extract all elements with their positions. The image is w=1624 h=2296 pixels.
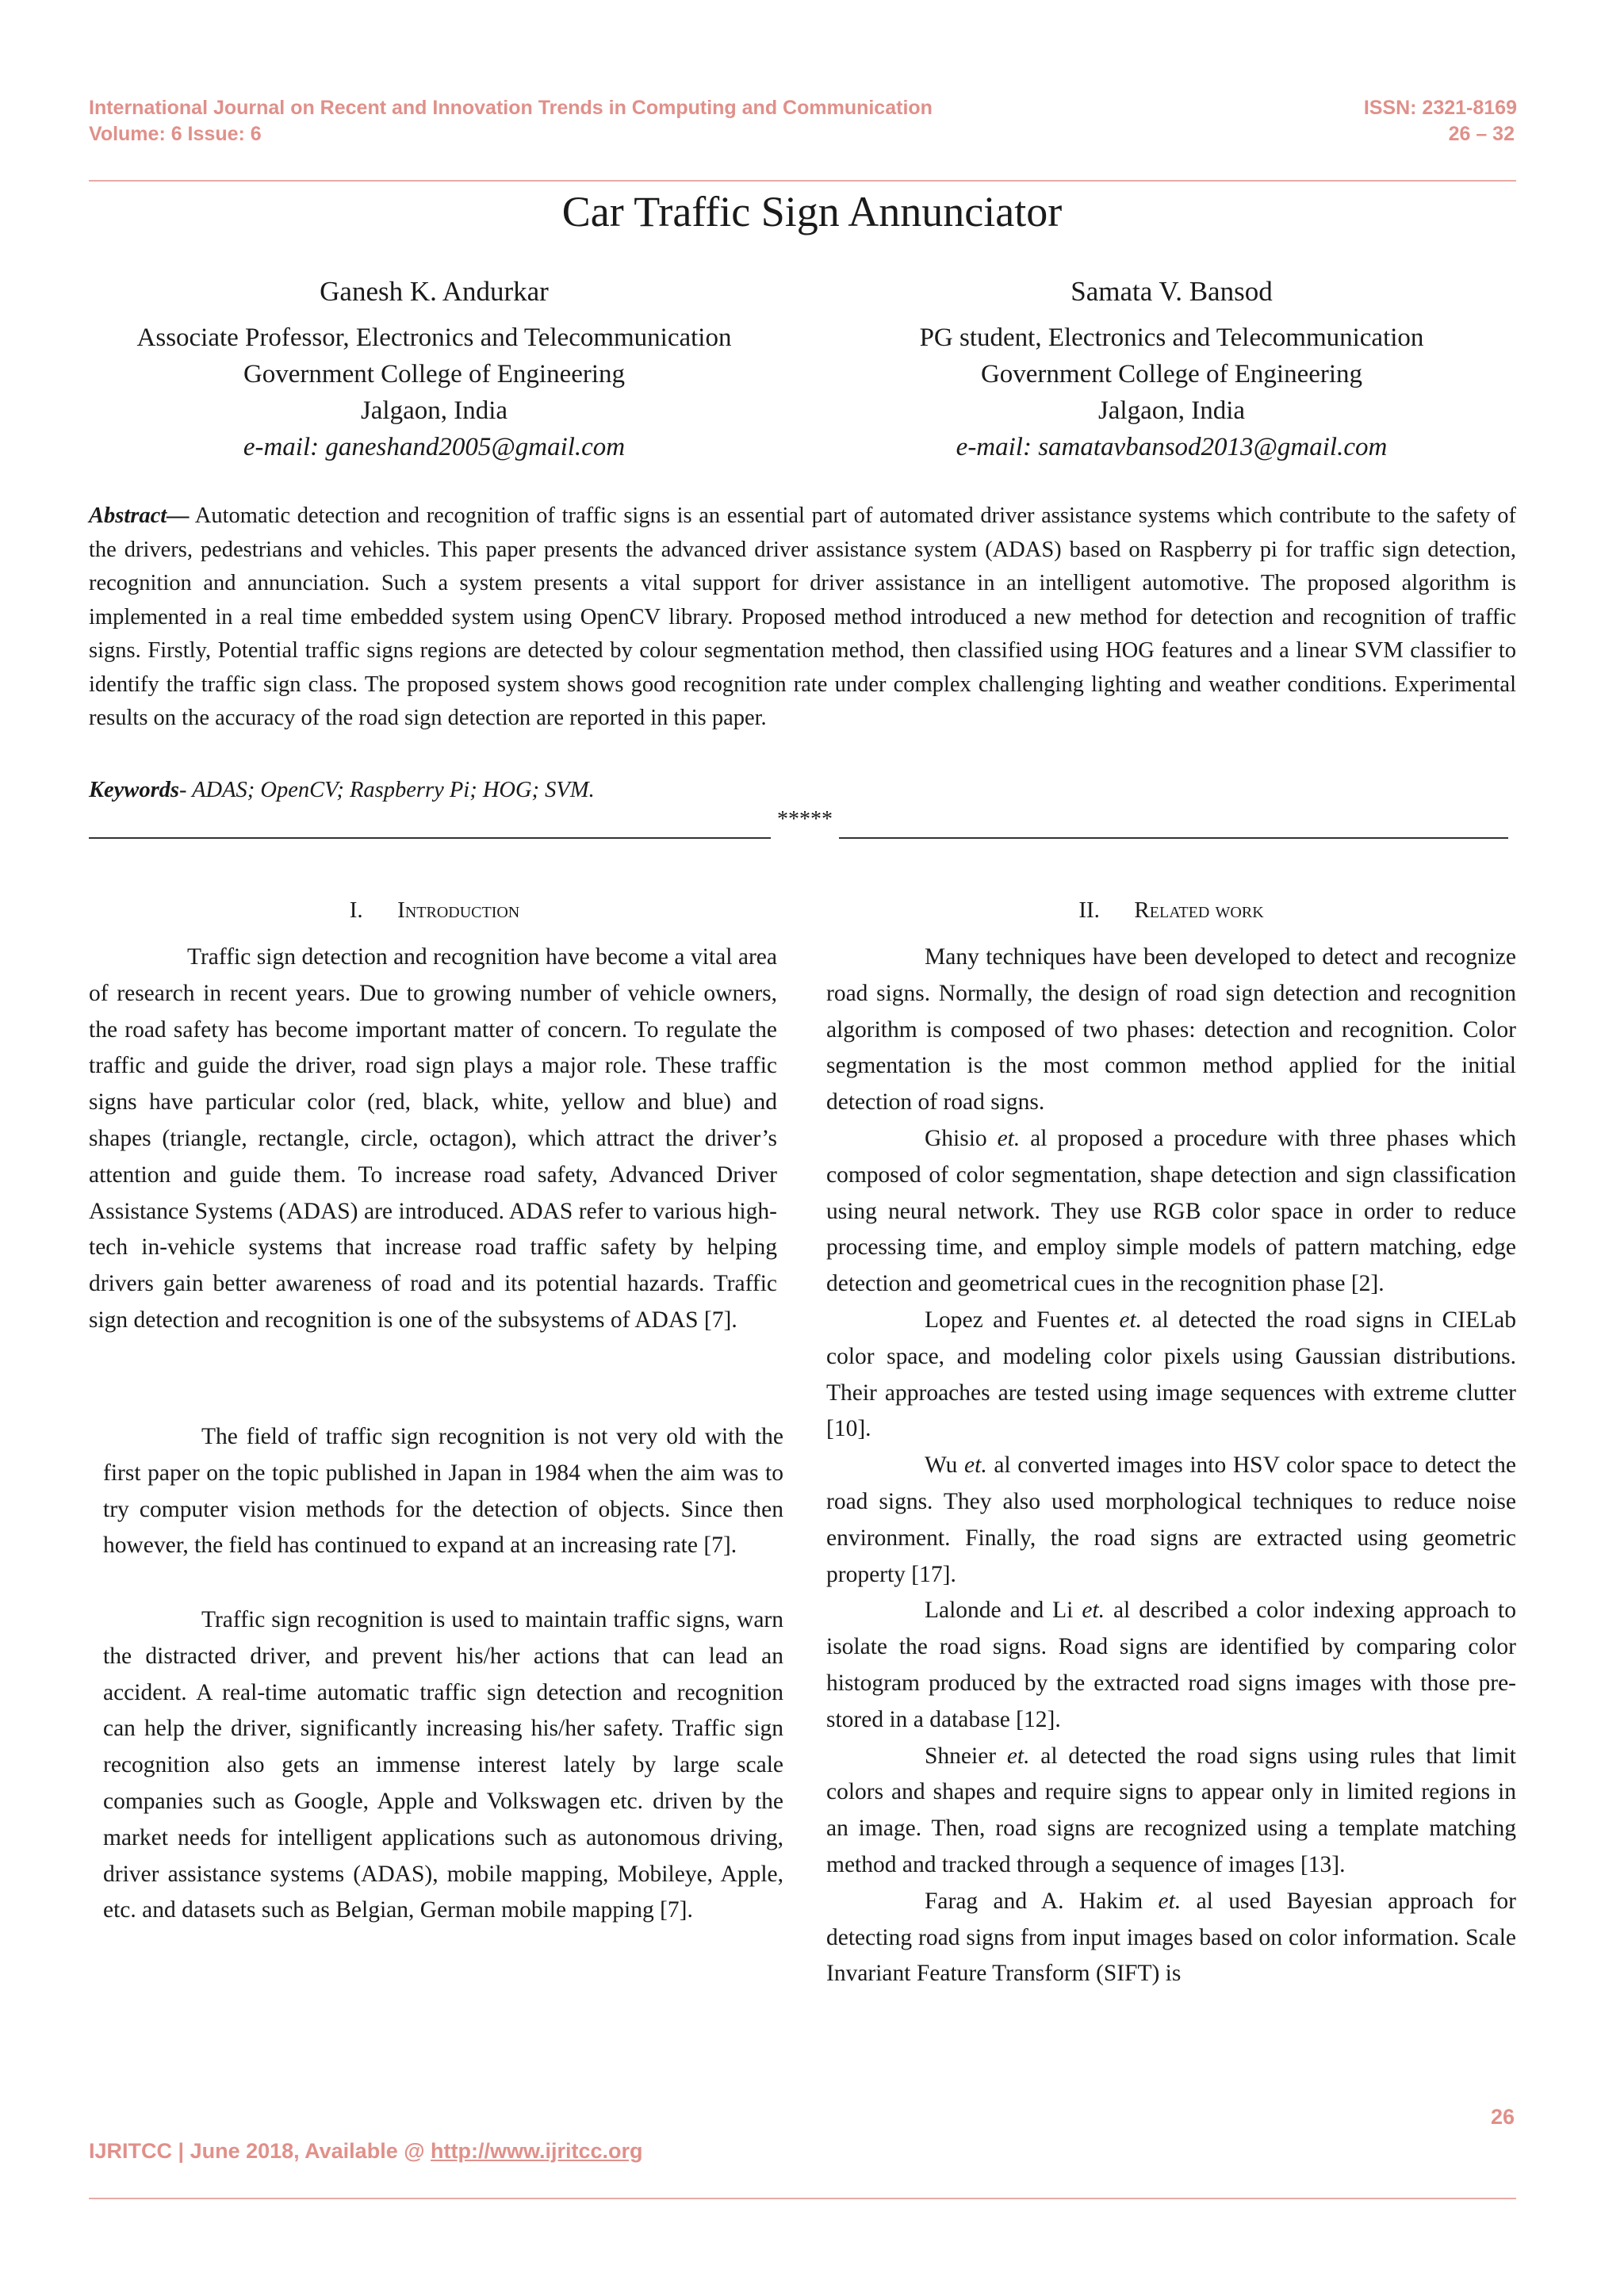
page-number: 26 (1490, 2105, 1515, 2129)
footer-rule (89, 2198, 1516, 2199)
author-email: e-mail: ganeshand2005@gmail.com (243, 433, 626, 461)
footer-citation: IJRITCC | June 2018, Available @ http://www.ijritcc.org (89, 2139, 643, 2163)
keywords-text: - ADAS; OpenCV; Raspberry Pi; HOG; SVM. (179, 778, 595, 802)
related-paragraph-7: Farag and A. Hakim et. al used Bayesian approach for detecting road signs from input images based on color information. Scale Invariant Feature Transform (SIFT) is (826, 1888, 1517, 1987)
author-2 (825, 274, 1519, 465)
volume-issue: Volume: 6 Issue: 6 (89, 123, 262, 145)
header-rule (89, 180, 1516, 182)
journal-link[interactable]: http://www.ijritcc.org (431, 2139, 643, 2163)
intro-paragraph-3: Traffic sign recognition is used to maintain traffic signs, warn the distracted driver, and prevent his/her actions that can lead an accident. A real-time automatic traffic sign detection and recognition can help the driver, significantly increasing his/her safety. Traffic sign recognition also gets an immense interest lately by large scale companies such as Google, Apple and Volkswagen etc. driven by the market needs for intelligent applications such as autonomous driving, driver assistance systems (ADAS), mobile mapping, Mobileye, Apple, etc. and datasets such as Belgian, German mobile mapping [7]. (103, 1607, 783, 1923)
related-paragraph-2: Ghisio et. al proposed a procedure with three phases which composed of color segmentation, shape detection and sign classification using neural network. They use RGB color space in order to reduce processing time, and employ simple models of pattern matching, edge detection and geometrical cues in the recognition phase [2]. (826, 1125, 1516, 1297)
related-paragraph-4: Wu et. al converted images into HSV color space to detect the road signs. They also used morphological techniques to reduce noise environment. Finally, the road signs are extracted using geometric property [17]. (826, 1452, 1516, 1587)
section-title: Introduction (397, 897, 520, 923)
related-work-body (826, 939, 1516, 1992)
author-position: PG student, Electronics and Telecommunication (919, 323, 1424, 352)
related-paragraph-6: Shneier et. al detected the road signs using rules that limit colors and shapes and require signs to appear only in limited regions in an image. Then, road signs are recognized using a template matching method and tracked through a sequence of images [13]. (826, 1743, 1516, 1877)
related-paragraph-1: Many techniques have been developed to detect and recognize road signs. Normally, the design of road sign detection and recognition algorithm is composed of two phases: detection and recognition. Color segmentation is the most common method applied for the initial detection of road signs. (826, 944, 1516, 1115)
author-college: Government College of Engineering (243, 360, 626, 388)
abstract-label: Abstract— (89, 503, 190, 528)
separator-line-left (89, 837, 771, 839)
keywords-label: Keywords (89, 778, 179, 802)
author-name: Samata V. Bansod (1071, 276, 1273, 307)
keywords (89, 775, 1516, 806)
author-location: Jalgaon, India (1097, 396, 1246, 425)
author-position: Associate Professor, Electronics and Telecommunication (136, 323, 732, 352)
section-number: I. (349, 897, 363, 923)
related-paragraph-3: Lopez and Fuentes et. al detected the road signs in CIELab color space, and modeling color pixels using Gaussian distributions. Their approaches are tested using image sequences with extreme clutter [10]. (826, 1307, 1517, 1442)
author-email: e-mail: samatavbansod2013@gmail.com (956, 433, 1388, 461)
separator-line-right (839, 837, 1508, 839)
author-college: Government College of Engineering (980, 360, 1363, 388)
author-name: Ganesh K. Andurkar (320, 276, 549, 307)
section-heading-related-work (826, 897, 1516, 924)
section-title: Related work (1134, 897, 1264, 923)
author-location: Jalgaon, India (360, 396, 508, 425)
section-number: II. (1078, 897, 1100, 923)
intro-paragraph-1: Traffic sign detection and recognition have become a vital area of research in recent years. Due to growing number of vehicle owners, the road safety has become important matter of concern. To regulate the traffic and guide the driver, road sign plays a major role. These traffic signs have particular color (red, black, white, yellow and blue) and shapes (triangle, rectangle, circle, octagon), which attract the driver’s attention and guide them. To increase road safety, Advanced Driver Assistance Systems (ADAS) are introduced. ADAS refer to various high-tech in-vehicle systems that increase road traffic safety by helping drivers gain better awareness of road and its potential hazards. Traffic sign detection and recognition is one of the subsystems of ADAS [7]. (89, 944, 777, 1333)
separator-stars: ***** (777, 807, 833, 832)
issn: ISSN: 2321-8169 (1363, 97, 1517, 119)
intro-paragraph-2: The field of traffic sign recognition is not very old with the first paper on the topic published in Japan in 1984 when the aim was to try computer vision methods for the detection of objects. Since then however, the field has continued to expand at an increasing rate [7]. (103, 1424, 783, 1559)
abstract-text: Automatic detection and recognition of traffic signs is an essential part of automated driver assistance systems which contribute to the safety of the drivers, pedestrians and vehicles. This paper presents the advanced driver assistance system (ADAS) based on Raspberry pi for traffic sign detection, recognition and annunciation. Such a system presents a vital support for driver assistance in an intelligent automotive. The proposed algorithm is implemented in a real time embedded system using OpenCV library. Proposed method introduced a new method for detection and recognition of traffic signs. Firstly, Potential traffic signs regions are detected by colour segmentation method, then classified using HOG features and a linear SVM classifier to identify the traffic sign class. The proposed system shows good recognition rate under complex challenging lighting and weather conditions. Experimental results on the accuracy of the road sign detection are reported in this paper. (89, 503, 1516, 730)
author-1 (87, 274, 781, 465)
journal-name: International Journal on Recent and Innovation Trends in Computing and Communication (89, 97, 933, 119)
section-heading-introduction (89, 897, 780, 924)
related-paragraph-5: Lalonde and Li et. al described a color indexing approach to isolate the road signs. Road signs are identified by comparing color histogram produced by the extracted road signs images with those pre-stored in a database [12]. (826, 1598, 1516, 1732)
abstract (89, 499, 1516, 736)
paper-title: Car Traffic Sign Annunciator (561, 188, 1063, 235)
page-range: 26 – 32 (1448, 123, 1515, 145)
